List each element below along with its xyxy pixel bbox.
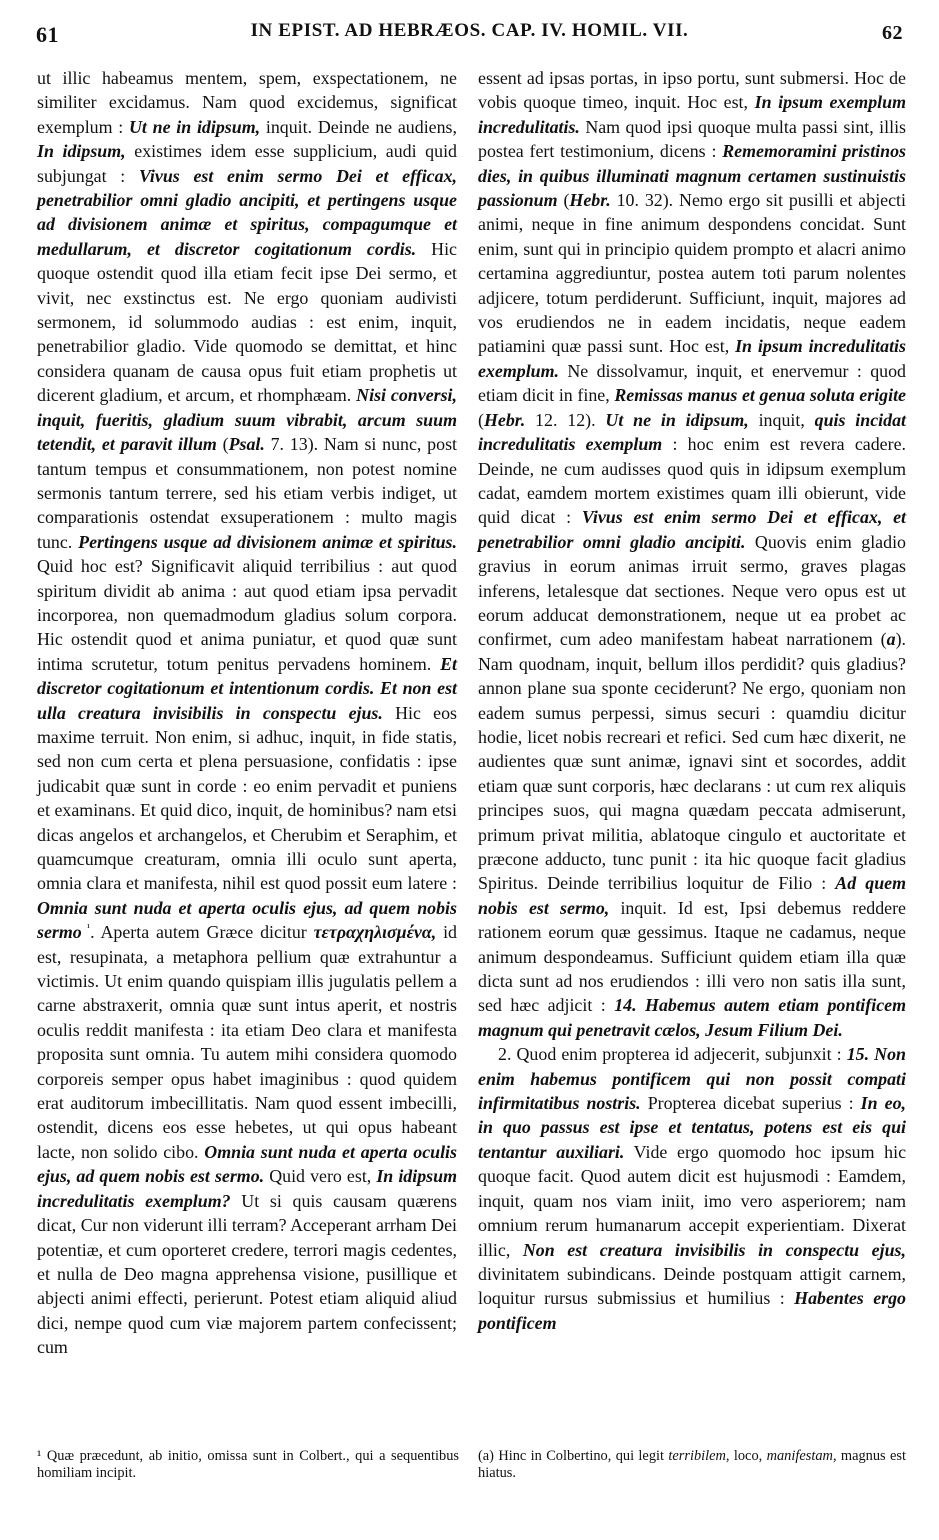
text-run: id est, resupinata, a metaphora pellium quæ extrahuntur a victimis. Ut enim quando quispiam illis jugulatis pellem a carne abstraxerit, omnia quæ sunt intus aperit, et nostris oculis reddit manifesta : ita etiam Deo clara et manifesta proposita sunt omnia. Tu autem mihi considera quomodo corporeis semper opus habet imaginibus : quod quidem erat auditorum imbecillitatis. Nam quod essent imbecilli, ostendit, dicens eos esse hebetes, ut qui opus habeant lacte, non solido cibo. [37,922,457,1162]
italic-run: Hebr. [569,190,611,211]
running-title: IN EPIST. AD HEBRÆOS. CAP. IV. HOMIL. VII. [250,20,689,41]
footnote-left-text: ¹ Quæ præcedunt, ab initio, omissa sunt in Colbert., qui a sequentibus homiliam incipit. [37,1448,459,1481]
paragraph [478,1042,906,1335]
page-header [36,16,903,52]
italic-run: a [886,629,896,650]
italic-run: Remissas manus et genua soluta erigite [614,385,906,406]
text-run: Propterea dicebat superius : [640,1093,861,1114]
text-run: Quid vero est, [264,1166,377,1187]
text-run: ( [557,190,570,211]
footnote-ref: ¹ [81,922,91,935]
italic-run: Omnia sunt nuda et aperta oculis ejus, ad quem nobis est sermo. [37,1141,457,1187]
footnote-right-text: Hinc in Colbertino, qui legit [493,1448,669,1464]
italic-run: Et discretor cogitationum et intentionum cordis. Et non est ulla creatura invisibilis in conspectu ejus. [37,653,457,723]
italic-run: Omnia sunt nuda et aperta oculis ejus, ad quem nobis sermo [37,897,457,943]
italic-run: Non est creatura invisibilis in conspectu ejus, [522,1239,906,1260]
italic-run: In ipsum incredulitatis exemplum. [478,336,906,381]
text-run: Hic quoque ostendit quod illa etiam fecit ipse Dei sermo, et vivit, nec exstinctus est. Ne ergo quoniam audivisti sermonem, id solummodo audias : est enim, inquit, penetrabilior gladio. Vide quomodo se demittat, et hinc considera quanam de causa opus fuit etiam prophetis ut dicerent gladium, et arcum, et rhomphæam. [37,238,457,406]
italic-run: quis incidat incredulitatis exemplum [478,409,906,455]
page-number-right: 62 [882,22,903,44]
text-run: Ut si quis causam quærens dicat, Cur non viderunt illi terram? Acceperant arrham Dei potentiæ, et cum oporteret credere, terrori magis cedentes, et nulla de Deo magna apprehensa visione, pusillique et abjecti animi effecti, perierunt. Potest etiam aliquid aliud dici, nempe quod cum viæ majorem partem confecissent; cum [37,1190,457,1358]
italic-run: In idipsum, [37,141,126,162]
text-run: 10. 32). Nemo ergo sit pusilli et abjecti animi, neque in fine animum despondens concidat. Sunt enim, sunt qui in principio quidem prompto et alacri animo certamina aggrediuntur, postea autem toti parum nolentes adjicere, totum perdiderunt. Sufficiunt, inquit, majores ad vos erudiendos ne in eadem incidatis, neque eadem patiamini quæ passi sunt. Hoc est, [478,190,906,357]
text-run: : hoc enim est revera cadere. Deinde, ne cum audisses quod quis in idipsum exemplum cadat, eamdem mortem existimes quam illi obierunt, vide quid dicat : [478,434,906,528]
text-run: ( [478,409,484,430]
text-run: existimes idem esse supplicium, audi quid subjungat : [37,141,457,186]
text-run: Ne dissolvamur, inquit, et enervemur : quod etiam dicit in fine, [478,360,906,406]
italic-run: Vivus est enim sermo Dei et efficax, et penetrabilior omni gladio ancipiti. [478,507,906,552]
text-run: Quid hoc est? Significavit aliquid terribilius : aut quod spiritum dividit ab anima : aut quod etiam ipsa pervadit incorporea, non quemadmodum gladius solum corpora. Hic ostendit quod et anima puniatur, et quod quæ sunt intima scrutetur, totum penitus pervadens hominem. [37,556,457,674]
italic-run: In ipsum exemplum incredulitatis. [478,92,906,137]
italic-run: Ut ne in idipsum, [605,409,749,430]
footnote-right-text-2: loco, [729,1448,767,1464]
footnote-right-italic-1: terribilem, [668,1448,730,1464]
italic-run: Pertingens usque ad divisionem animæ et spiritus. [78,531,457,552]
italic-run: Vivus est enim sermo Dei et efficax, penetrabilior omni gladio ancipiti, et pertingens usque ad divisionem animæ et spiritus, compagumque et medullarum, et discretor cogitationum cordis. [37,165,457,259]
text-run: ut illic habeamus mentem, spem, exspectationem, ne similiter excidamus. Nam quod excidemus, significat exemplum : [37,68,457,137]
text-run: 12. 12). [525,409,606,430]
text-run: Vide ergo quomodo hoc ipsum hic quoque facit. Quod autem dicit est hujusmodi : Eamdem, inquit, quam nos viam iniit, imo vero asperiorem; nam omnium rerum humanarum accepit experientiam. Dixerat illic, [478,1141,907,1260]
italic-run: Ut ne in idipsum, [129,116,261,137]
right-text-column [478,66,906,1335]
italic-run: Nisi conversi, inquit, fueritis, gladium suum vibrabit, arcum suum tetendit, et paravit illum [37,385,458,455]
italic-run: In eo, in quo passus est ipse et tentatus, potens est eis qui tentantur auxiliari. [478,1093,906,1162]
text-run: inquit. Deinde ne audiens, [260,116,457,137]
text-run: essent ad ipsas portas, in ipso portu, sunt submersi. Hoc de vobis quoque timeo, inquit. Hoc est, [478,68,906,113]
italic-run: 14. Habemus autem etiam pontificem magnum qui penetravit cælos, Jesum Filium Dei. [478,995,906,1040]
italic-run: Rememoramini pristinos dies, in quibus illuminati magnum certamen sustinuistis passionum [478,141,906,211]
italic-run: 15. Non enim habemus pontificem qui non possit compati infirmitatibus nostris. [478,1044,907,1114]
text-run: Quovis enim gladio gravius in eorum animas irruit sermo, graves plagas inferens, letalesque dat sectiones. Neque vero opus est ut eorum adducat demonstrationem, neque ut ea probet ac confirmet, cum adeo manifestam habeat narrationem ( [478,531,906,650]
italic-run: Hebr. [483,409,526,430]
text-run: ). Nam quodnam, inquit, bellum illos perdidit? quis gladius? annon plane sua sponte ceciderunt? Ne ergo, quoniam non eadem sumus perpessi, simus securi : quamdiu dicitur hodie, licet nobis recreari et refici. Sed cum hæc dixerit, ne audientes quæ sunt animæ, ignavi sint et socordes, addit etiam quæ sunt corporis, hæc declarans : ut cum rex aliquis principes suos, qui magna quædam peccata admiserunt, primum privat militia, ablatoque cingulo et auctoritate et præcone adducto, tunc punit : ita hic quoque facit gladius Spiritus. Deinde terribilius loquitur de Filio : [478,629,906,894]
italic-run: Habentes ergo pontificem [478,1288,906,1333]
italic-run: Psal. [228,434,265,455]
text-run: 7. 13). Nam si nunc, post tantum tempus et consummationem, non potest nomine sermonis tantum terrere, sed his etiam verbis indiget, ut comparationis ostendat exsuperationem : multo magis tunc. [37,434,458,552]
text-run: inquit. Id est, Ipsi debemus reddere rationem eorum quæ gessimus. Itaque ne cadamus, neque animum despondeamus. Sufficiunt quidem etiam illa quæ dicta sunt ad nos erudiendos : illi vero non satis illa sunt, sed hæc adjicit : [478,897,906,1016]
page-number-left: 61 [36,22,59,47]
italic-run: In idipsum incredulitatis exemplum? [37,1166,457,1211]
footnote-right [478,1448,906,1482]
text-run: Hic eos maxime terruit. Non enim, si adhuc, inquit, in fide statis, sed non cum certa et plena persuasione, confidatis : ipse judicabit quæ sunt in corde : eo enim pervadit et puniens et examinans. Et quid dico, inquit, de hominibus? nam etsi dicas angelos et archangelos, et Cherubim et Seraphim, et quamcumque creaturam, omnia illi oculo sunt aperta, omnia clara et manifesta, nihil est quod possit eum latere : [37,702,457,894]
text-run: divinitatem subindicans. Deinde postquam attigit carnem, loquitur rursus submissius et humilius : [478,1263,906,1309]
italic-run: τετραχηλισμένα, [313,922,437,943]
paragraph [37,66,457,1360]
footnote-right-text-3: magnus est hiatus. [478,1448,906,1481]
text-run: inquit, [748,409,815,430]
footnote-marker: (a) [478,1448,494,1464]
paragraph [478,66,906,1042]
text-run: 2. Quod enim propterea id adjecerit, subjunxit : [498,1044,847,1065]
footnote-right-italic-2: manifestam, [766,1448,837,1464]
footnote-left [37,1448,459,1482]
text-run: Nam quod ipsi quoque multa passi sint, illis postea fert testimonium, dicens : [478,116,906,162]
italic-run: Ad quem nobis est sermo, [478,873,906,918]
text-run: . Aperta autem Græce dicitur [90,922,314,943]
text-run: ( [216,434,229,455]
left-text-column [37,66,457,1360]
